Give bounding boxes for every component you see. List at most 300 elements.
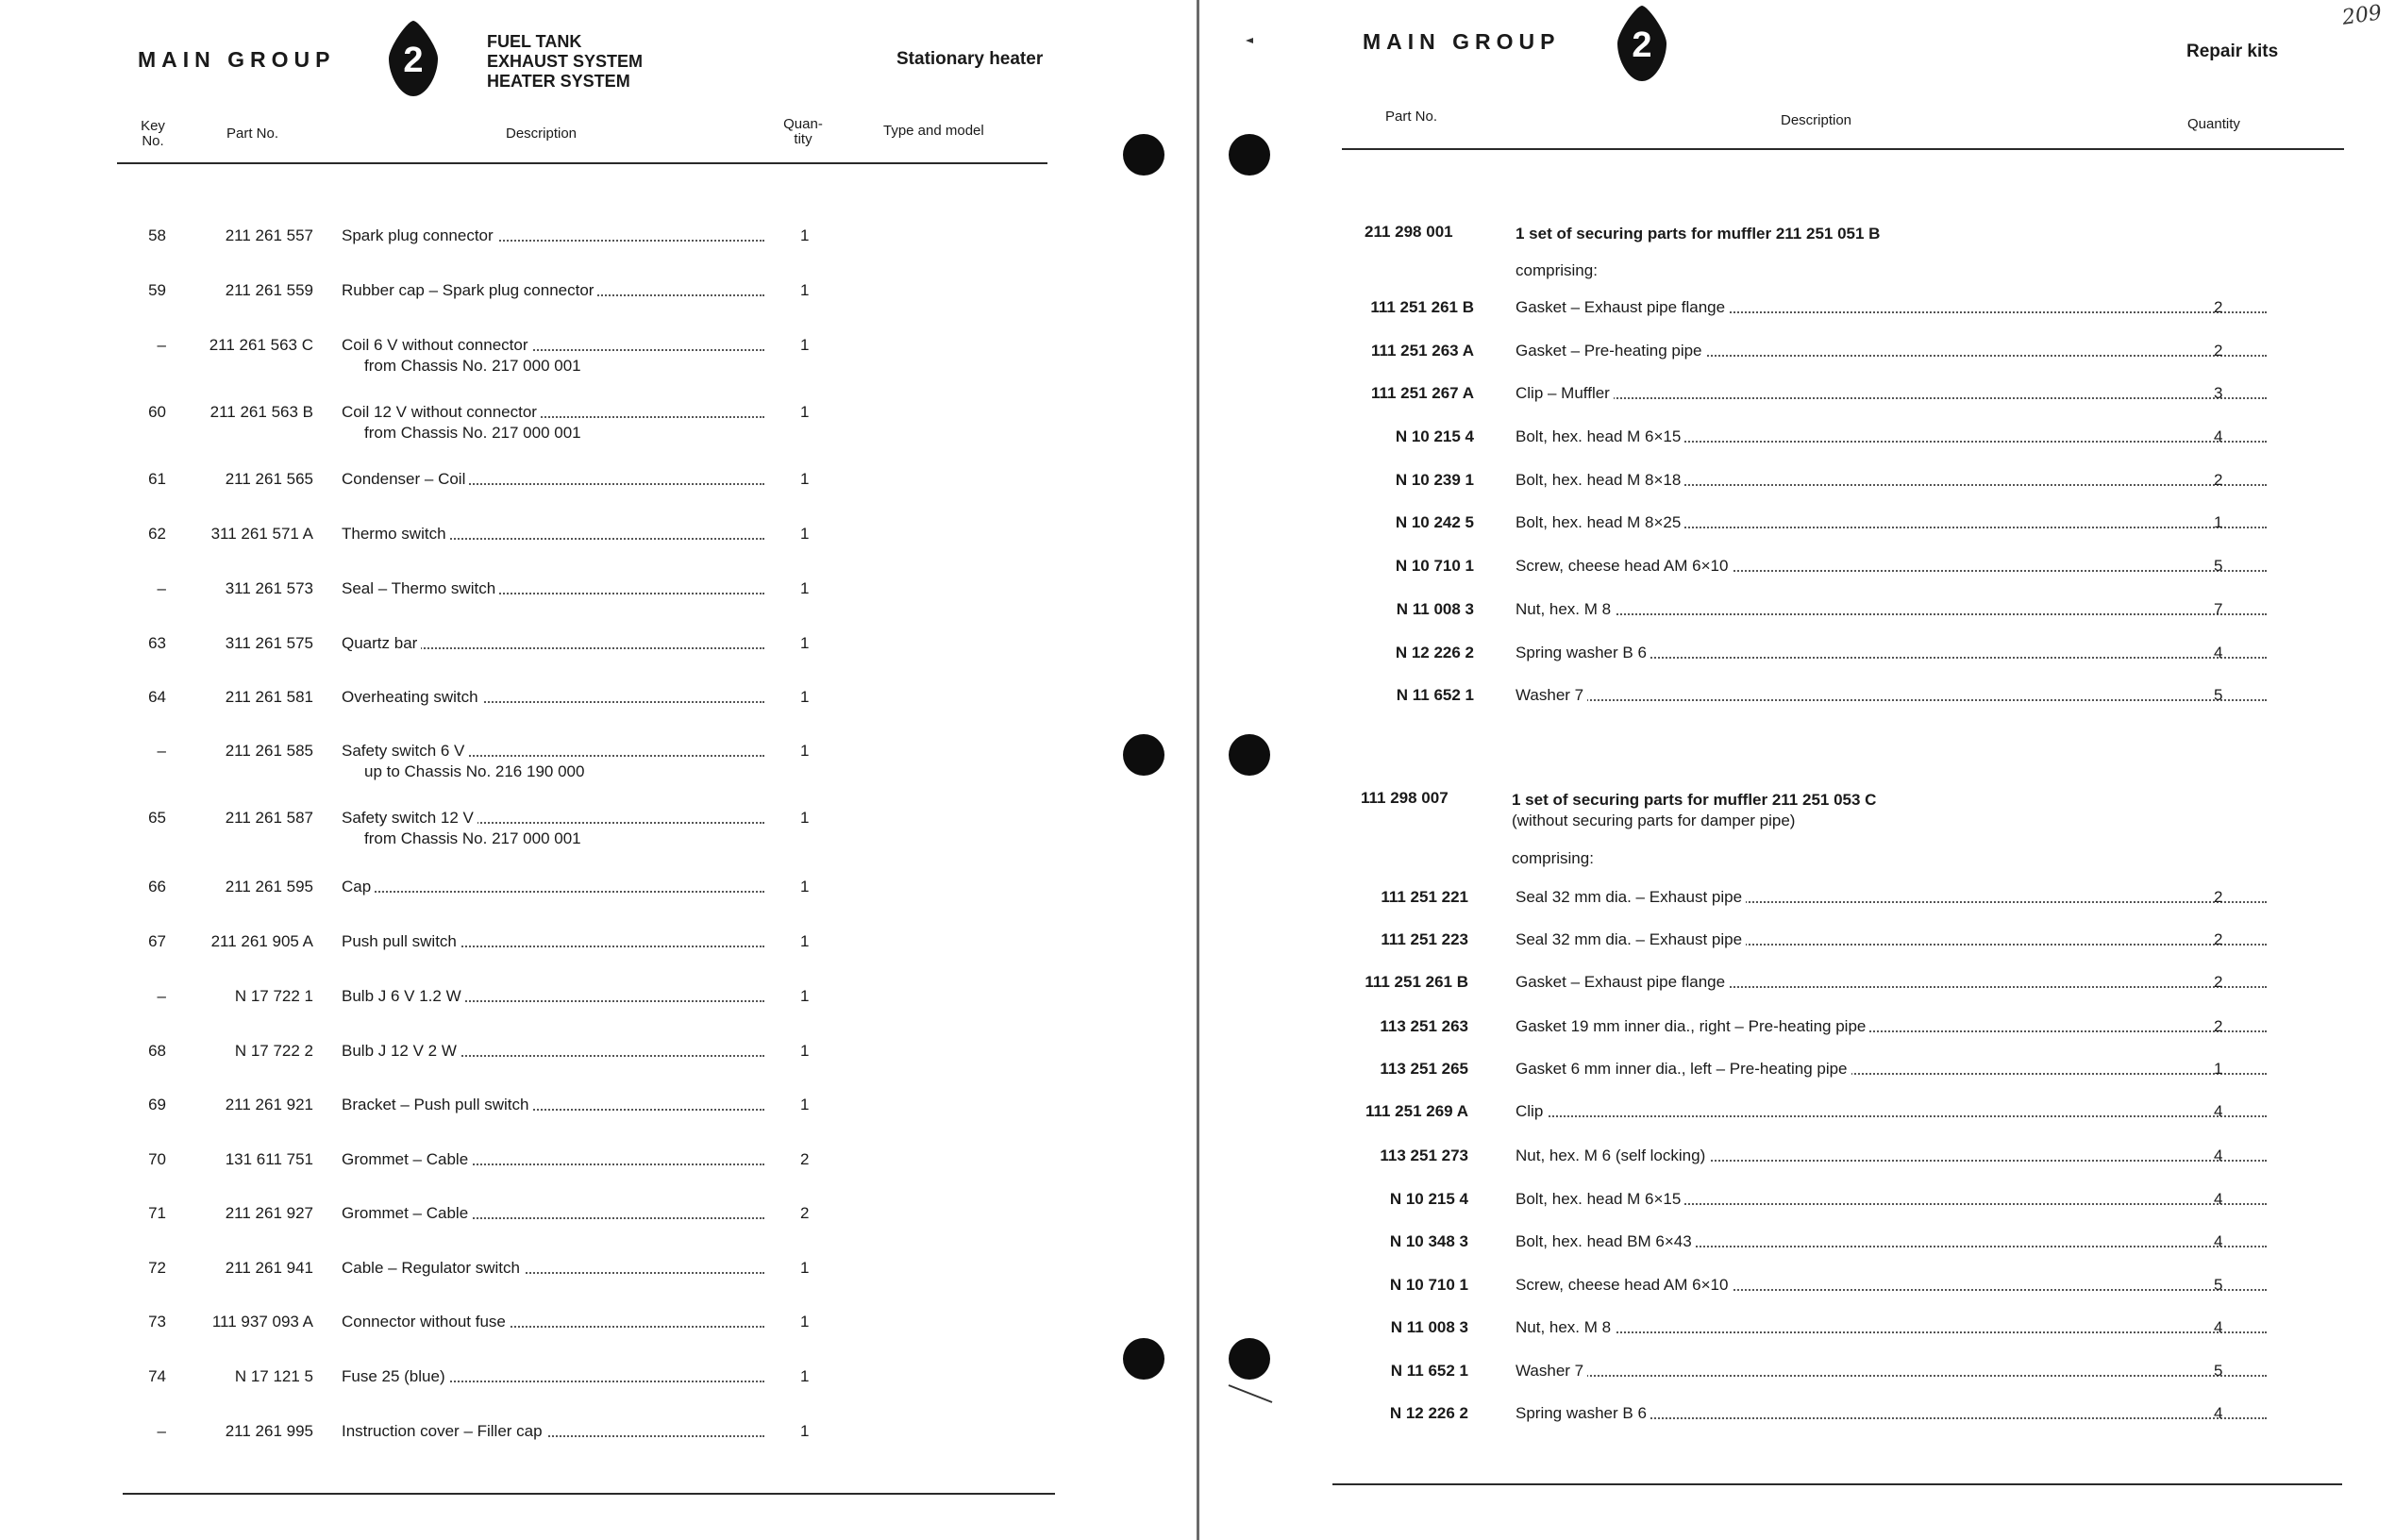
key-number: – (157, 742, 166, 760)
part-number: 113 251 263 (1380, 1017, 1468, 1035)
quantity: 4 (2214, 1318, 2223, 1336)
handwritten-page-note: 209 (2340, 1, 2384, 30)
col-head-description: Description (506, 126, 578, 142)
key-number: – (157, 987, 166, 1005)
key-number: 64 (148, 688, 166, 706)
key-number: – (157, 336, 166, 354)
table-row (0, 1259, 1197, 1280)
quantity: 2 (2214, 1017, 2223, 1035)
table-row (1200, 1147, 2395, 1167)
part-description-text: Gasket 6 mm inner dia., left – Pre-heating pipe (1516, 1060, 1851, 1078)
part-number: N 11 652 1 (1396, 686, 1474, 704)
part-description (342, 403, 764, 422)
part-description (1516, 1232, 2267, 1251)
part-description-text: Gasket 19 mm inner dia., right – Pre-heating pipe (1516, 1017, 1869, 1035)
quantity: 4 (2214, 1147, 2223, 1164)
part-description (1516, 384, 2267, 403)
table-row (1200, 930, 2395, 951)
part-description-text: Safety switch 12 V (342, 809, 477, 827)
binder-hole (1229, 1338, 1270, 1380)
part-description (342, 1259, 764, 1278)
part-description (342, 336, 764, 355)
col-head-line: Key (141, 118, 165, 134)
part-number: 211 261 941 (225, 1259, 313, 1277)
table-row (0, 688, 1197, 709)
group-badge-icon (387, 19, 440, 98)
kit-subtitle: (without securing parts for damper pipe) (1512, 812, 1796, 829)
quantity: 4 (2214, 427, 2223, 445)
part-description-text: Connector without fuse (342, 1313, 510, 1331)
part-number: N 10 215 4 (1389, 1190, 1468, 1208)
col-head-line: Quan- (783, 116, 823, 132)
scan-mark-icon (1227, 1380, 1283, 1408)
quantity: 2 (2214, 930, 2223, 948)
table-row (1200, 427, 2395, 448)
part-description (342, 470, 764, 489)
part-description-text: Spring washer B 6 (1516, 644, 1650, 661)
section-title: Stationary heater (896, 49, 1044, 69)
part-description (342, 809, 764, 828)
table-row (1200, 298, 2395, 319)
part-description (342, 525, 764, 544)
table-row (1200, 686, 2395, 707)
quantity: 5 (2214, 1362, 2223, 1380)
part-description-text: Grommet – Cable (342, 1150, 472, 1168)
part-number: N 17 121 5 (234, 1367, 313, 1385)
part-description (1516, 1190, 2267, 1209)
part-description (1516, 1276, 2267, 1295)
footer-rule (1332, 1483, 2342, 1485)
part-number: 111 251 221 (1381, 888, 1468, 906)
quantity: 1 (800, 281, 810, 299)
part-number: N 12 226 2 (1395, 644, 1474, 661)
part-number: 111 251 261 B (1370, 298, 1474, 316)
table-row (0, 1422, 1197, 1443)
quantity: 1 (800, 688, 810, 706)
part-description-text: Safety switch 6 V (342, 742, 468, 760)
part-number: 211 261 581 (225, 688, 313, 706)
part-number: 211 261 595 (225, 878, 313, 896)
table-row (1200, 600, 2395, 621)
table-row (1200, 1362, 2395, 1382)
part-description (342, 688, 764, 707)
quantity: 4 (2214, 1404, 2223, 1422)
key-number: 65 (148, 809, 166, 827)
part-description (342, 742, 764, 761)
quantity: 3 (2214, 384, 2223, 402)
part-description (1516, 298, 2267, 317)
table-row (1200, 644, 2395, 664)
table-row (0, 470, 1197, 491)
part-description-text: Bulb J 12 V 2 W (342, 1042, 461, 1060)
table-row (1200, 1404, 2395, 1425)
table-row (0, 336, 1197, 375)
part-description-text: Nut, hex. M 8 (1516, 1318, 1615, 1336)
table-row (0, 1042, 1197, 1063)
part-description-text: Nut, hex. M 6 (self locking) (1516, 1147, 1709, 1164)
part-description (342, 987, 764, 1006)
group-title-line: HEATER SYSTEM (487, 72, 630, 91)
part-description-text: Quartz bar (342, 634, 421, 652)
part-description (1516, 686, 2267, 705)
part-number: 211 261 927 (225, 1204, 313, 1222)
key-number: 72 (148, 1259, 166, 1277)
part-description (342, 226, 764, 245)
group-number-badge (387, 19, 440, 98)
table-row (0, 1096, 1197, 1116)
part-description (1516, 1102, 2267, 1121)
quantity: 1 (800, 1422, 810, 1440)
part-number: 211 261 585 (225, 742, 313, 760)
scan-mark-icon (1244, 34, 1257, 47)
part-description-text: Condenser – Coil (342, 470, 469, 488)
kit-title: 1 set of securing parts for muffler 211 251 053 C (1512, 791, 1877, 809)
main-group-label: MAIN GROUP (138, 47, 336, 72)
table-row (0, 1150, 1197, 1171)
col-head-line: No. (142, 133, 164, 149)
key-number: 71 (148, 1204, 166, 1222)
quantity: 1 (800, 932, 810, 950)
part-number: N 10 242 5 (1395, 513, 1474, 531)
part-number: N 10 348 3 (1389, 1232, 1468, 1250)
part-number: 211 261 559 (225, 281, 313, 299)
table-row (0, 281, 1197, 302)
kit-part-no: 211 298 001 (1365, 223, 1453, 241)
part-description (342, 1150, 764, 1169)
group-number-badge (1616, 4, 1668, 83)
part-description (1516, 557, 2267, 576)
part-number: 111 251 261 B (1365, 973, 1468, 991)
part-number: N 10 239 1 (1395, 471, 1474, 489)
group-title-line: FUEL TANK (487, 32, 582, 51)
key-number: 67 (148, 932, 166, 950)
part-description (1516, 1318, 2267, 1337)
quantity: 7 (2214, 600, 2223, 618)
kit-comprising-label: comprising: (1512, 849, 1594, 867)
col-head-description: Description (1781, 112, 1852, 128)
table-row (0, 525, 1197, 545)
table-row (1200, 557, 2395, 578)
part-number: N 11 008 3 (1390, 1318, 1468, 1336)
binder-hole (1229, 134, 1270, 176)
table-row (1200, 384, 2395, 405)
quantity: 4 (2214, 1232, 2223, 1250)
quantity: 1 (800, 1096, 810, 1113)
part-description (342, 1313, 764, 1331)
key-number: 58 (148, 226, 166, 244)
group-title-line: EXHAUST SYSTEM (487, 52, 644, 71)
binder-hole (1123, 1338, 1164, 1380)
part-description (342, 281, 764, 300)
key-number: 68 (148, 1042, 166, 1060)
part-number: N 11 008 3 (1396, 600, 1474, 618)
quantity: 2 (2214, 973, 2223, 991)
table-row (1200, 888, 2395, 909)
quantity: 4 (2214, 644, 2223, 661)
part-number: 113 251 265 (1380, 1060, 1468, 1078)
part-number: 111 251 223 (1381, 930, 1468, 948)
table-row (1200, 513, 2395, 534)
page-divider (1197, 0, 1199, 1540)
part-description (1516, 888, 2267, 907)
part-number: 111 937 093 A (211, 1313, 313, 1331)
part-number: N 10 215 4 (1395, 427, 1474, 445)
part-description-text: Grommet – Cable (342, 1204, 472, 1222)
key-number: 69 (148, 1096, 166, 1113)
part-number: N 10 710 1 (1395, 557, 1474, 575)
quantity: 1 (800, 336, 810, 354)
part-description-text: Bolt, hex. head M 8×18 (1516, 471, 1684, 489)
part-number: 111 251 267 A (1370, 384, 1474, 402)
part-number: 211 261 565 (225, 470, 313, 488)
quantity: 2 (800, 1150, 810, 1168)
quantity: 1 (800, 809, 810, 827)
left-page (0, 0, 1197, 1540)
part-description (342, 1204, 764, 1223)
part-description-text: Bolt, hex. head BM 6×43 (1516, 1232, 1696, 1250)
quantity: 5 (2214, 1276, 2223, 1294)
col-head-part-no: Part No. (1385, 109, 1438, 125)
key-number: 63 (148, 634, 166, 652)
binder-hole (1123, 134, 1164, 176)
part-description-text: Overheating switch (342, 688, 482, 706)
kit-title: 1 set of securing parts for muffler 211 251 051 B (1516, 225, 1881, 243)
section-title: Repair kits (2186, 42, 2279, 61)
part-number: 111 251 269 A (1365, 1102, 1468, 1120)
quantity: 4 (2214, 1102, 2223, 1120)
kit-part-no: 111 298 007 (1361, 789, 1449, 807)
part-description-text: Seal 32 mm dia. – Exhaust pipe (1516, 930, 1746, 948)
part-number: N 17 722 2 (234, 1042, 313, 1060)
table-row (0, 987, 1197, 1008)
table-row (1200, 973, 2395, 994)
part-description-text: Seal – Thermo switch (342, 579, 499, 597)
key-number: 62 (148, 525, 166, 543)
key-number: 66 (148, 878, 166, 896)
part-description (1516, 930, 2267, 949)
table-row (0, 1313, 1197, 1333)
part-number: 211 261 557 (225, 226, 313, 244)
kit-comprising-label: comprising: (1516, 261, 1598, 279)
part-description-text: Screw, cheese head AM 6×10 (1516, 557, 1732, 575)
part-number: 211 261 995 (225, 1422, 313, 1440)
part-description (1516, 342, 2267, 360)
part-number: 211 261 563 C (209, 336, 313, 354)
quantity: 1 (800, 525, 810, 543)
quantity: 2 (2214, 471, 2223, 489)
table-row (0, 878, 1197, 898)
part-description (342, 1422, 764, 1441)
part-description (1516, 1362, 2267, 1381)
footer-rule (123, 1493, 1055, 1495)
main-group-label: MAIN GROUP (1363, 29, 1561, 54)
table-row (1200, 1276, 2395, 1297)
col-head-key-no (132, 119, 174, 149)
part-description-text: Coil 6 V without connector (342, 336, 532, 354)
part-description-text: Bolt, hex. head M 6×15 (1516, 427, 1684, 445)
part-description-text: Thermo switch (342, 525, 450, 543)
quantity: 1 (800, 634, 810, 652)
table-row (1200, 1102, 2395, 1123)
quantity: 1 (800, 226, 810, 244)
key-number: 60 (148, 403, 166, 421)
quantity: 1 (800, 742, 810, 760)
key-number: – (157, 1422, 166, 1440)
chassis-note: from Chassis No. 217 000 001 (364, 424, 581, 442)
table-row (1200, 1232, 2395, 1253)
part-description-text: Bracket – Push pull switch (342, 1096, 532, 1113)
part-description-text: Coil 12 V without connector (342, 403, 541, 421)
part-description (1516, 644, 2267, 662)
part-description (342, 878, 764, 896)
part-description-text: Clip (1516, 1102, 1547, 1120)
quantity: 1 (800, 1313, 810, 1331)
table-row (1200, 342, 2395, 362)
part-description (1516, 513, 2267, 532)
table-row (0, 634, 1197, 655)
part-description (1516, 471, 2267, 490)
key-number: 59 (148, 281, 166, 299)
col-head-quantity (776, 117, 830, 147)
part-description (342, 579, 764, 598)
part-description (342, 1096, 764, 1114)
binder-hole (1229, 734, 1270, 776)
part-description (1516, 427, 2267, 446)
quantity: 5 (2214, 686, 2223, 704)
table-row (0, 809, 1197, 847)
quantity: 1 (800, 1259, 810, 1277)
part-description-text: Bolt, hex. head M 6×15 (1516, 1190, 1684, 1208)
quantity: 1 (800, 579, 810, 597)
part-description-text: Gasket – Exhaust pipe flange (1516, 973, 1729, 991)
part-description (1516, 1147, 2267, 1165)
part-number: N 11 652 1 (1390, 1362, 1468, 1380)
part-number: N 10 710 1 (1389, 1276, 1468, 1294)
part-description (1516, 1017, 2267, 1036)
chassis-note: from Chassis No. 217 000 001 (364, 357, 581, 375)
group-number: 2 (1632, 25, 1652, 65)
part-number: 211 261 905 A (210, 932, 313, 950)
part-number: 211 261 921 (225, 1096, 313, 1113)
quantity: 1 (2214, 513, 2223, 531)
part-description (1516, 973, 2267, 992)
table-row (1200, 1060, 2395, 1080)
key-number: – (157, 579, 166, 597)
group-badge-icon (1616, 4, 1668, 83)
part-description-text: Cable – Regulator switch (342, 1259, 524, 1277)
quantity: 5 (2214, 557, 2223, 575)
header-rule (117, 162, 1047, 164)
part-number: N 17 722 1 (234, 987, 313, 1005)
part-description-text: Screw, cheese head AM 6×10 (1516, 1276, 1732, 1294)
part-description (1516, 1404, 2267, 1423)
header-rule (1342, 148, 2344, 150)
table-row (0, 226, 1197, 247)
chassis-note: up to Chassis No. 216 190 000 (364, 762, 585, 780)
part-description-text: Spark plug connector (342, 226, 497, 244)
quantity: 1 (800, 878, 810, 896)
chassis-note: from Chassis No. 217 000 001 (364, 829, 581, 847)
table-row (1200, 1017, 2395, 1038)
part-number: 311 261 575 (225, 634, 313, 652)
part-description (342, 1042, 764, 1061)
table-row (1200, 1190, 2395, 1211)
part-description (342, 932, 764, 951)
part-description-text: Instruction cover – Filler cap (342, 1422, 546, 1440)
part-description-text: Gasket – Pre-heating pipe (1516, 342, 1706, 360)
col-head-line: tity (794, 131, 812, 147)
part-description-text: Gasket – Exhaust pipe flange (1516, 298, 1729, 316)
part-description-text: Bolt, hex. head M 8×25 (1516, 513, 1684, 531)
part-description-text: Clip – Muffler (1516, 384, 1614, 402)
part-number: 113 251 273 (1380, 1147, 1468, 1164)
quantity: 2 (800, 1204, 810, 1222)
part-description-text: Spring washer B 6 (1516, 1404, 1650, 1422)
part-number: 111 251 263 A (1370, 342, 1474, 360)
quantity: 2 (2214, 298, 2223, 316)
part-description-text: Nut, hex. M 8 (1516, 600, 1615, 618)
part-description-text: Bulb J 6 V 1.2 W (342, 987, 465, 1005)
part-number: N 12 226 2 (1389, 1404, 1468, 1422)
part-number: 211 261 563 B (209, 403, 313, 421)
binder-hole (1123, 734, 1164, 776)
part-number: 211 261 587 (225, 809, 313, 827)
part-description (1516, 1060, 2267, 1079)
part-description-text: Washer 7 (1516, 1362, 1587, 1380)
quantity: 2 (2214, 888, 2223, 906)
quantity: 4 (2214, 1190, 2223, 1208)
part-description-text: Rubber cap – Spark plug connector (342, 281, 597, 299)
quantity: 1 (2214, 1060, 2223, 1078)
quantity: 1 (800, 470, 810, 488)
part-description (1516, 600, 2267, 619)
quantity: 1 (800, 403, 810, 421)
quantity: 1 (800, 987, 810, 1005)
part-description (342, 634, 764, 653)
part-description (342, 1367, 764, 1386)
table-row (0, 403, 1197, 442)
part-number: 131 611 751 (225, 1150, 313, 1168)
table-row (0, 932, 1197, 953)
part-number: 311 261 573 (225, 579, 313, 597)
part-number: 311 261 571 A (210, 525, 313, 543)
quantity: 1 (800, 1367, 810, 1385)
table-row (0, 579, 1197, 600)
key-number: 74 (148, 1367, 166, 1385)
table-row (0, 1204, 1197, 1225)
part-description-text: Cap (342, 878, 375, 896)
right-page (1200, 0, 2395, 1540)
table-row (1200, 1318, 2395, 1339)
part-description-text: Washer 7 (1516, 686, 1587, 704)
quantity: 1 (800, 1042, 810, 1060)
key-number: 61 (148, 470, 166, 488)
col-head-quantity: Quantity (2187, 116, 2240, 132)
table-row (0, 742, 1197, 780)
part-description-text: Seal 32 mm dia. – Exhaust pipe (1516, 888, 1746, 906)
part-description-text: Fuse 25 (blue) (342, 1367, 449, 1385)
key-number: 73 (148, 1313, 166, 1331)
col-head-part-no: Part No. (226, 126, 279, 142)
table-row (1200, 471, 2395, 492)
part-description-text: Push pull switch (342, 932, 461, 950)
key-number: 70 (148, 1150, 166, 1168)
col-head-type-model: Type and model (883, 123, 984, 139)
group-title (487, 32, 643, 92)
group-number: 2 (403, 41, 424, 80)
table-row (0, 1367, 1197, 1388)
quantity: 2 (2214, 342, 2223, 360)
